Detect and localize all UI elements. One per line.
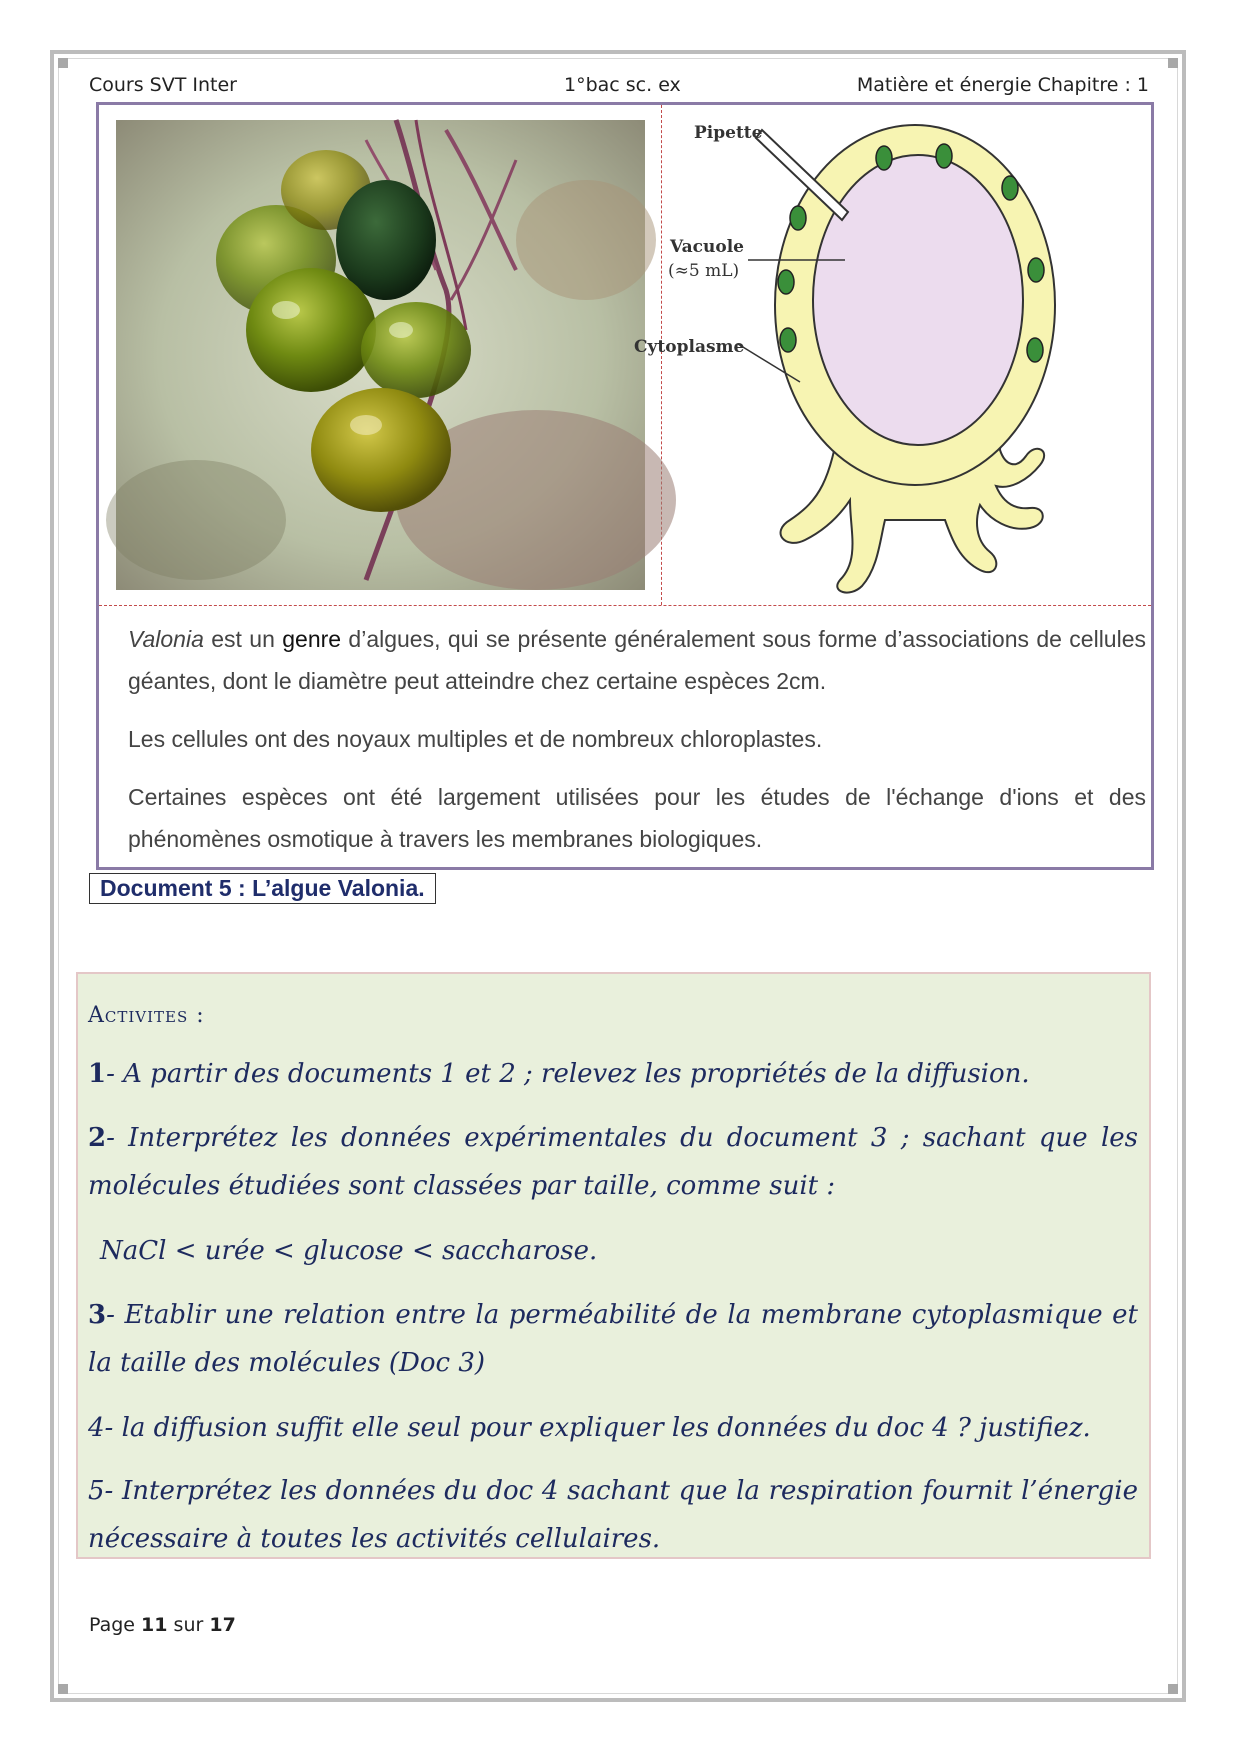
document-caption: Document 5 : L’algue Valonia. <box>89 873 436 904</box>
header-chapter: Matière et énergie Chapitre : 1 <box>856 74 1149 96</box>
question-5: 5- Interprétez les données du doc 4 sachant que la respiration fournit l’énergie nécessaire à toutes les activités cellulaires. <box>88 1476 1138 1554</box>
question-1: 1- A partir des documents 1 et 2 ; relevez les propriétés de la diffusion. <box>88 1059 1030 1089</box>
corner-mark <box>58 1684 68 1694</box>
question-3: 3- Etablir une relation entre la perméabilité de la membrane cytoplasmique et la taille des molécules (Doc 3) <box>88 1300 1138 1378</box>
paragraph-nuclei: Les cellules ont des noyaux multiples et de nombreux chloroplastes. <box>128 726 823 752</box>
page-header <box>89 74 1149 98</box>
label-cytoplasme: Cytoplasme <box>634 337 745 357</box>
question-4: 4- la diffusion suffit elle seul pour expliquer les données du doc 4 ? justifiez. <box>88 1413 1091 1443</box>
corner-mark <box>1168 1684 1178 1694</box>
activities-title: Activites : <box>88 1003 205 1028</box>
paragraph-intro: Valonia est un genre d’algues, qui se présente généralement sous forme d’associations de cellules géantes, dont le diamètre peut atteindre chez certaine espèces 2cm. <box>128 626 1147 694</box>
corner-mark <box>58 58 68 68</box>
page-footer: Page 11 sur 17 <box>89 1614 236 1636</box>
label-vacuole-volume: (≈5 mL) <box>668 261 740 281</box>
row-divider <box>99 605 1151 606</box>
document-text <box>128 618 1146 876</box>
term-genre: genre <box>282 626 342 652</box>
corner-mark <box>1168 58 1178 68</box>
page-total: 17 <box>209 1614 236 1636</box>
term-valonia: Valonia <box>128 626 204 652</box>
label-pipette: Pipette <box>694 123 763 143</box>
valonia-photo <box>116 120 645 590</box>
label-vacuole: Vacuole <box>670 237 744 257</box>
question-2: 2- Interprétez les données expérimentales du document 3 ; sachant que les molécules étudiées sont classées par taille, comme suit : <box>88 1123 1138 1201</box>
header-class: 1°bac sc. ex <box>564 74 681 96</box>
page-number: 11 <box>141 1614 168 1636</box>
molecule-series: NaCl < urée < glucose < saccharose. <box>100 1236 598 1266</box>
valonia-cell-diagram <box>634 120 1150 600</box>
header-course: Cours SVT Inter <box>89 74 237 96</box>
paragraph-usage: Certaines espèces ont été largement utilisées pour les études de l'échange d'ions et des phénomènes osmotique à travers les membranes biologiques. <box>128 784 1146 852</box>
